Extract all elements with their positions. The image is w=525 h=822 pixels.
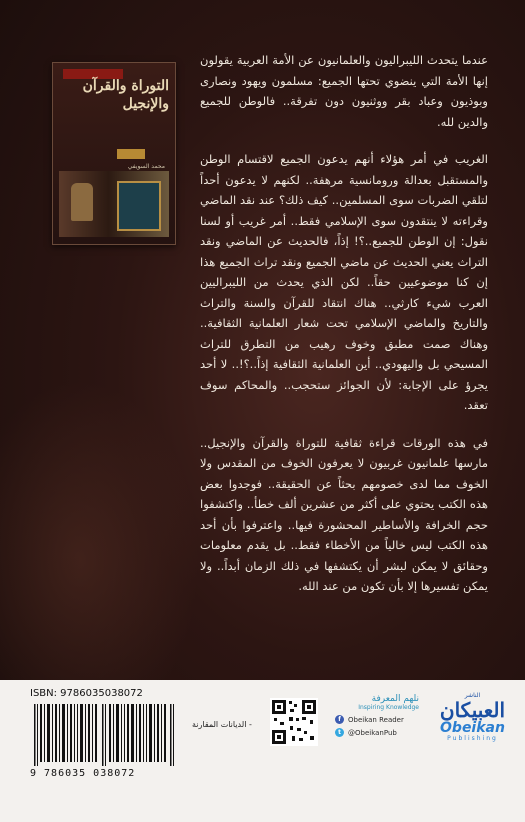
blurb-paragraph-1: عندما يتحدث الليبراليون والعلمانيون عن الأمة العربية يقولون إنها الأمة التي ينضوي تحتها الجميع: مسلمون ويهود ونصارى وبوذيون وعباد بقر ووثنيون دون تفرقة.. فالوطن للجميع والدين لله.	[200, 53, 488, 129]
qr-code-icon	[270, 698, 318, 746]
isbn-barcode-block	[30, 688, 178, 792]
isbn-label: ISBN: 9786035038072	[30, 688, 143, 699]
barcode-digits: 9 786035 038072	[30, 768, 136, 779]
facebook-icon: f	[335, 715, 344, 724]
publisher-footer	[0, 680, 525, 822]
quran-book-icon	[117, 181, 161, 231]
logo-publishing: Publishing	[447, 735, 498, 742]
publisher-contacts	[335, 694, 419, 741]
series-label: - الديانات المقارنة	[192, 720, 252, 729]
logo-publisher-word: الناشر	[464, 692, 481, 699]
obeikan-logo	[430, 692, 515, 752]
handle-label: @ObeikanPub	[348, 728, 397, 737]
handle-row	[335, 728, 419, 737]
barcode-image	[30, 704, 178, 766]
thumbnail-title: التوراة والقرآن والإنجيل	[82, 78, 169, 112]
logo-arabic: العبيكان	[439, 698, 506, 722]
slogan-english: Inspiring Knowledge	[358, 704, 419, 711]
lamp-icon	[71, 183, 93, 221]
thumbnail-tag	[117, 149, 145, 159]
slogan-arabic: نلهم المعرفة	[371, 694, 419, 704]
logo-english: Obeikan	[440, 720, 505, 736]
book-thumbnail	[52, 62, 176, 245]
blurb-paragraph-3: في هذه الورقات قراءة ثقافية للتوراة والقرآن والإنجيل.. مارسها علمانيون غربيون لا يعرفون الخوف من المقدس ولا الخوف مما لدى خصومهم بحثاً عن الحقيقة.. فوجدوا بعض هذه الكتب يحتوي على أكثر من عشرين ألف خطأ.. واكتشفوا حجم الخرافة والأساطير المحشورة فيها.. واعترفوا بأن أحد هذه الكتب ليس خالياً من الأخطاء فقط.. بل يقدم معلومات وحقائق لا يمكن لبشر أن يكتشفها في ذلك الزمان أبداً.. ولا يمكن تفسيرها إلا بأن تكون من عند الله.	[200, 435, 488, 593]
twitter-icon: t	[335, 728, 344, 737]
thumbnail-author: محمد السويفي	[127, 163, 165, 170]
blurb-paragraph-2: الغريب في أمر هؤلاء أنهم يدعون الجميع لاقتسام الوطن والمستقبل بعدالة ورومانسية مرهفة.. لكنهم لا يدعون أحداً لتلقي الضربات سوى المسلمين.. كيف ذلك؟ عند نقد الماضي وقراءته لا ينتقدون سوى الإسلامي فقط.. أمر غريب أو لسنا نقول: إن الوطن للجميع..؟! إذاً، فالحديث عن الماضي ونقد التراث يعني الحديث عن ماضي الجميع ونقد تراث الجميع هذا إن كنا موضوعيين حقاً.. لكن الذي يحدث من الليبراليين العرب شيء كارثي.. هناك انتقاد للقرآن والسنة والتراث والتاريخ والماضي الإسلامي تحت شعار العلمانية الثقافية.. وهناك صمت مطبق وخوف رهيب من التطرق للتراث المسيحي بل واليهودي.. أين العلمانية الثقافية إذاً..؟!.. لا أحد يجرؤ على الإجابة: لأن الجوائز ستحجب.. والمحاكم سوف تعقد.	[200, 152, 488, 412]
background-texture	[0, 380, 200, 680]
reader-label: Obeikan Reader	[348, 715, 404, 724]
blurb-text	[200, 50, 488, 614]
reader-row	[335, 715, 419, 724]
